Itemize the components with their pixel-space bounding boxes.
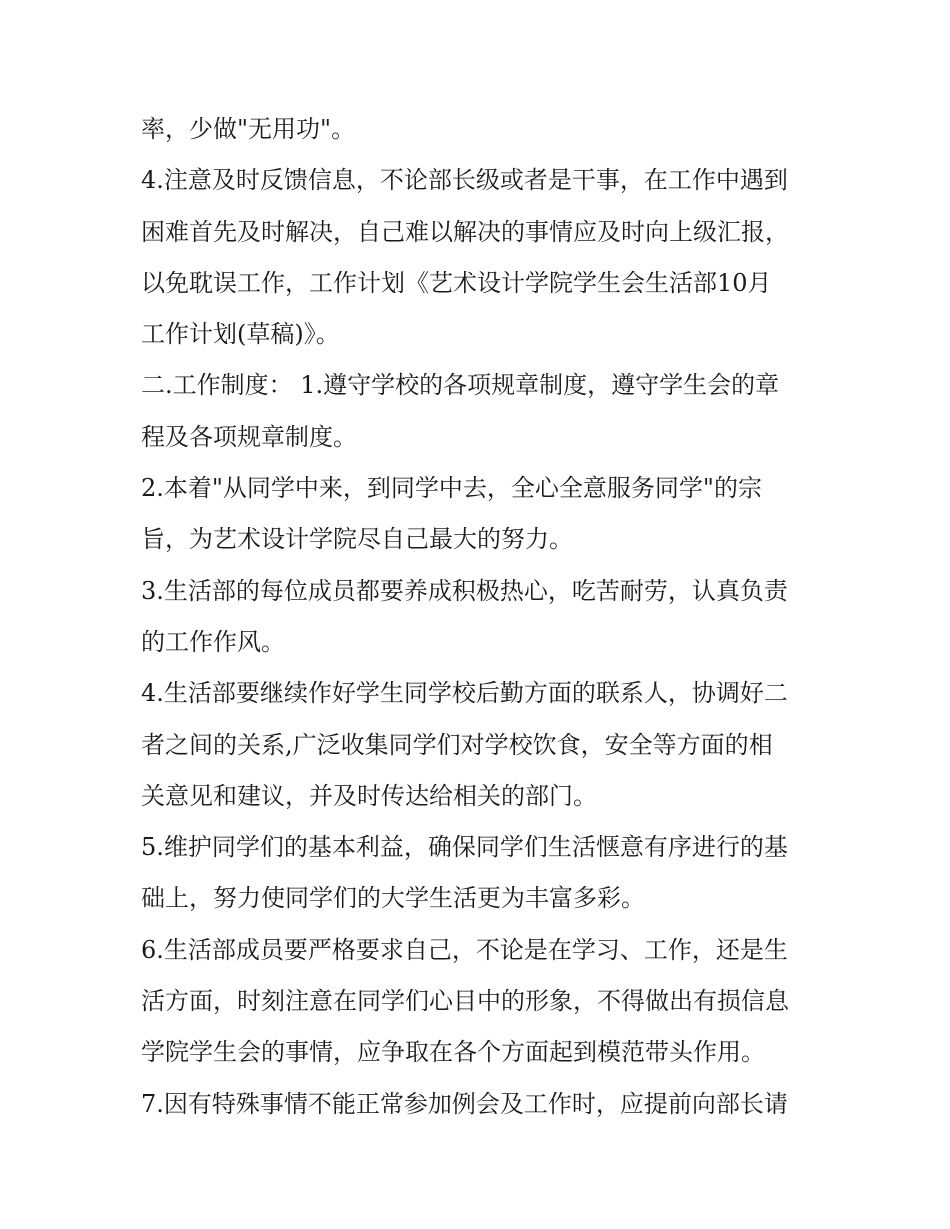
text-line: 础上，努力使同学们的大学生活更为丰富多彩。	[141, 884, 645, 913]
text-line: 工作计划(草稿)》。	[141, 320, 340, 349]
text-line: 5.维护同学们的基本利益，确保同学们生活惬意有序进行的基	[141, 833, 788, 862]
text-line: 学院学生会的事情，应争取在各个方面起到模范带头作用。	[141, 1038, 765, 1067]
text-line: 以免耽误工作，工作计划《艺术设计学院学生会生活部10月	[141, 268, 772, 297]
text-line: 率，少做"无用功"。	[141, 115, 356, 143]
body-text	[141, 104, 821, 1130]
text-line: 困难首先及时解决，自己难以解决的事情应及时向上级汇报，	[141, 217, 789, 246]
text-line: 4.注意及时反馈信息，不论部长级或者是干事，在工作中遇到	[141, 166, 788, 195]
text-line: 2.本着"从同学中来，到同学中去，全心全意服务同学"的宗	[141, 474, 762, 503]
text-line: 旨，为艺术设计学院尽自己最大的努力。	[141, 525, 573, 554]
text-line: 者之间的关系,广泛收集同学们对学校饮食，安全等方面的相	[141, 730, 773, 759]
text-line: 7.因有特殊事情不能正常参加例会及工作时，应提前向部长请	[141, 1089, 788, 1118]
text-line: 3.生活部的每位成员都要养成积极热心，吃苦耐劳，认真负责	[141, 576, 788, 605]
text-line: 4.生活部要继续作好学生同学校后勤方面的联系人，协调好二	[141, 679, 788, 708]
text-line: 6.生活部成员要严格要求自己，不论是在学习、工作，还是生	[141, 935, 788, 964]
text-line: 二.工作制度： 1.遵守学校的各项规章制度，遵守学生会的章	[141, 371, 780, 400]
text-line: 关意见和建议，并及时传达给相关的部门。	[141, 781, 597, 810]
text-line: 活方面，时刻注意在同学们心目中的形象，不得做出有损信息	[141, 987, 789, 1016]
text-line: 的工作作风。	[141, 627, 285, 656]
text-line: 程及各项规章制度。	[141, 422, 357, 451]
